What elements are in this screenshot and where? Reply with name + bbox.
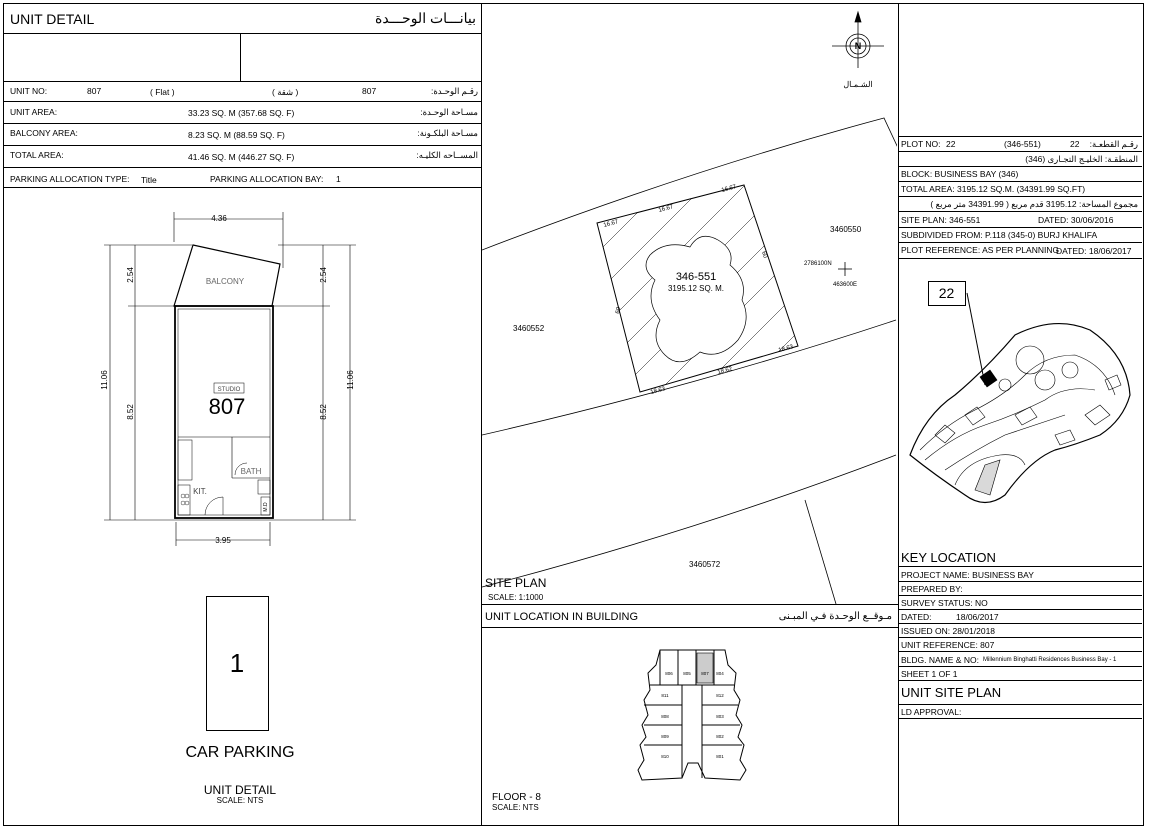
- bldg-unit-806: 806: [665, 671, 673, 676]
- parking-bay-label: PARKING ALLOCATION BAY:: [210, 174, 324, 184]
- plot-dim-b: 16.67: [657, 204, 675, 214]
- plot-dim-h: 18.63: [777, 344, 795, 354]
- coord-north: 2786100N: [804, 261, 832, 267]
- unit-area-value: 33.23 SQ. M (357.68 SQ. F): [188, 108, 295, 118]
- project-name: PROJECT NAME: BUSINESS BAY: [901, 570, 1034, 580]
- site-plan-dated: DATED: 30/06/2016: [1038, 215, 1114, 225]
- bldg-unit-803: 803: [716, 714, 724, 719]
- plot-dim-f: 18.63: [649, 386, 667, 396]
- unit-no-value: 807: [87, 86, 102, 96]
- key-location-map: [905, 285, 1135, 515]
- dim-right-balcony: 2.54: [319, 267, 328, 283]
- issued-on: ISSUED ON: 28/01/2018: [901, 626, 996, 636]
- total-area-label: TOTAL AREA:: [10, 150, 64, 160]
- plot-no-ar-value: 22: [1070, 139, 1080, 149]
- sheet-number: SHEET 1 OF 1: [901, 669, 958, 679]
- unit-location-title-ar: مـوقــع الوحـدة فـي المبـنى: [778, 611, 892, 622]
- site-plan-ref: SITE PLAN: 346-551: [901, 215, 981, 225]
- unit-detail-title-ar: بيانـــات الوحـــدة: [375, 10, 476, 26]
- bldg-unit-810: 810: [661, 754, 669, 759]
- neighbor-ne: 3460550: [830, 225, 862, 234]
- unit-detail-footer-scale: SCALE: NTS: [216, 796, 264, 805]
- prepared-by: PREPARED BY:: [901, 584, 963, 594]
- kit-label: KIT.: [193, 487, 207, 496]
- plot-no-ar-label: رقـم القطعـة:: [1089, 139, 1138, 149]
- parking-type-label: PARKING ALLOCATION TYPE:: [10, 174, 130, 184]
- floor-plan-unit-number: 807: [208, 394, 246, 419]
- dim-left-balcony: 2.54: [126, 267, 135, 283]
- coord-east: 463600E: [833, 282, 858, 288]
- bldg-unit-809: 809: [661, 734, 669, 739]
- dim-bottom: 3.95: [215, 536, 231, 545]
- plot-no-label: PLOT NO:: [901, 139, 941, 149]
- total-area-ar: المســاحه الكليـه:: [416, 150, 478, 160]
- site-plan-drawing: [482, 4, 897, 604]
- bldg-unit-801: 801: [716, 754, 724, 759]
- plot-area: 3195.12 SQ. M.: [667, 284, 725, 293]
- bldg-unit-807: 807: [701, 671, 709, 676]
- document-title: UNIT SITE PLAN: [901, 685, 1002, 700]
- unit-detail-title: UNIT DETAIL: [10, 11, 95, 27]
- bldg-unit-804: 804: [716, 671, 724, 676]
- dated-label: DATED:: [901, 612, 932, 622]
- unit-reference: UNIT REFERENCE: 807: [901, 640, 995, 650]
- site-plan-scale: SCALE: 1:1000: [488, 593, 544, 602]
- neighbor-s: 3460572: [689, 560, 721, 569]
- col-divider-2: [898, 3, 899, 826]
- md-label: M.D: [263, 502, 269, 512]
- plot-dim-a: 16.67: [602, 219, 620, 229]
- balcony-label: BALCONY: [205, 277, 245, 286]
- key-location-title: KEY LOCATION: [901, 550, 996, 565]
- total-plot-area-ar: مجموع المساحة: 3195.12 قدم مربع ( 34391.99 متر مربع ): [930, 199, 1138, 209]
- plot-dim-d: 60: [760, 250, 768, 259]
- dim-left-inner: 8.52: [126, 404, 135, 420]
- dim-left-outer: 11.06: [100, 370, 109, 390]
- plot-code: (346-551): [1004, 139, 1041, 149]
- balcony-area-label: BALCONY AREA:: [10, 128, 78, 138]
- plot-no-value: 22: [946, 139, 956, 149]
- bldg-unit-811: 811: [661, 693, 669, 698]
- plot-dim-e: 60: [615, 306, 623, 315]
- plot-reference-dated: DATED: 18/06/2017: [1056, 246, 1132, 256]
- north-symbol: N: [854, 41, 862, 51]
- bldg-unit-805: 805: [683, 671, 691, 676]
- zone-ar: المنطقـة: الخليـج التجـارى (346): [1025, 154, 1138, 164]
- north-label-ar: الشـمـال: [843, 80, 873, 89]
- balcony-area-value: 8.23 SQ. M (88.59 SQ. F): [188, 130, 285, 140]
- unit-no-ar-label: رقـم الوحـدة:: [430, 86, 478, 96]
- unit-type-ar: ( شقة ): [272, 87, 299, 97]
- bath-label: BATH: [240, 467, 262, 476]
- bldg-unit-812: 812: [716, 693, 724, 698]
- unit-detail-footer-title: UNIT DETAIL: [203, 783, 277, 797]
- ld-approval: LD APPROVAL:: [901, 707, 962, 717]
- subdivided-from: SUBDIVIDED FROM: P.118 (345-0) BURJ KHALIFA: [901, 230, 1098, 240]
- floor-scale: SCALE: NTS: [492, 803, 539, 812]
- parking-type-value: Title: [141, 175, 157, 185]
- site-plan-title: SITE PLAN: [485, 576, 547, 590]
- dated-value: 18/06/2017: [956, 612, 999, 622]
- bldg-name-value: Millennium Binghatti Residences Business Bay - 1: [983, 657, 1117, 663]
- studio-label: STUDIO: [217, 387, 241, 393]
- parking-bay-number: 1: [229, 648, 245, 678]
- dim-right-inner: 8.52: [319, 404, 328, 420]
- dim-top: 4.36: [211, 214, 227, 223]
- plot-id: 346-551: [675, 271, 717, 283]
- plot-reference: PLOT REFERENCE: AS PER PLANNING: [901, 245, 1060, 255]
- balcony-area-ar: مسـاحة البلكـونة:: [417, 128, 478, 138]
- bldg-name-label: BLDG. NAME & NO:: [901, 655, 979, 665]
- survey-status: SURVEY STATUS: NO: [901, 598, 988, 608]
- plot-dim-c: 16.67: [720, 184, 738, 194]
- car-parking-label: CAR PARKING: [185, 744, 295, 761]
- plot-dim-g: 18.62: [716, 366, 734, 376]
- total-plot-area: TOTAL AREA: 3195.12 SQ.M. (34391.99 SQ.FT): [901, 184, 1086, 194]
- bldg-unit-808: 808: [661, 714, 669, 719]
- unit-floor-plan: [95, 205, 365, 550]
- total-area-value: 41.46 SQ. M (446.27 SQ. F): [188, 152, 295, 162]
- parking-bay-value: 1: [336, 174, 341, 184]
- key-plot-tag: 22: [938, 285, 955, 301]
- floor-label: FLOOR - 8: [492, 792, 541, 803]
- unit-area-label: UNIT AREA:: [10, 107, 58, 117]
- neighbor-w: 3460552: [513, 324, 545, 333]
- unit-no-label: UNIT NO:: [10, 86, 48, 96]
- bldg-unit-802: 802: [716, 734, 724, 739]
- unit-no-ar-value: 807: [362, 86, 377, 96]
- dim-right-outer: 11.06: [346, 370, 355, 390]
- building-floor-plan: [630, 645, 755, 785]
- unit-type: ( Flat ): [150, 87, 175, 97]
- block-info: BLOCK: BUSINESS BAY (346): [901, 169, 1019, 179]
- unit-location-title: UNIT LOCATION IN BUILDING: [485, 611, 639, 623]
- unit-area-ar: مسـاحة الوحـدة:: [420, 107, 478, 117]
